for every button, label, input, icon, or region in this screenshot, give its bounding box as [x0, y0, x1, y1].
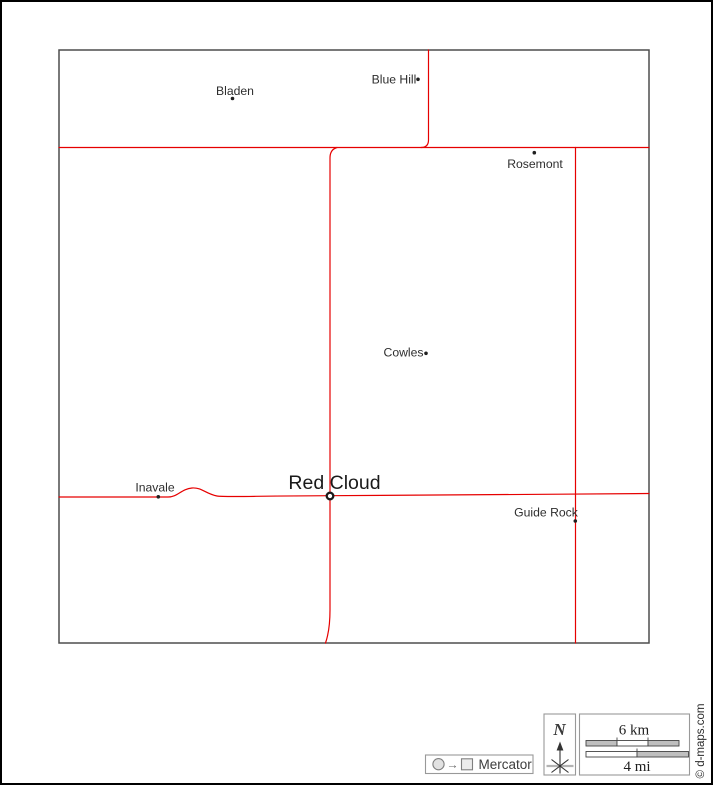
town-label-red-cloud: Red Cloud: [288, 472, 381, 494]
north-arrow-box: [544, 714, 576, 775]
town-label-inavale: Inavale: [135, 480, 175, 495]
town-label-guide-rock: Guide Rock: [514, 505, 578, 520]
town-label-bladen: Bladen: [216, 84, 254, 98]
town-label-rosemont: Rosemont: [507, 157, 563, 171]
town-dot-inavale: [157, 495, 161, 499]
scale-km-label: 6 km: [618, 722, 650, 739]
projection-legend-box: [426, 755, 534, 774]
town-label-cowles: Cowles: [383, 345, 424, 360]
town-dot-rosemont: [533, 151, 537, 155]
scale-bar-box: [580, 714, 690, 775]
town-dot-guide-rock: [574, 519, 578, 523]
flat-square-icon: [462, 759, 473, 770]
copyright-watermark: © d-maps.com: [695, 703, 707, 779]
scale-mi-label: 4 mi: [623, 759, 651, 775]
globe-circle-icon: [433, 759, 444, 770]
town-dot-blue-hill: [416, 78, 420, 82]
projection-name-label: Mercator: [478, 757, 532, 772]
projection-arrow-icon: →: [446, 757, 459, 772]
county-boundary: [59, 50, 649, 643]
town-dot-cowles: [424, 352, 428, 356]
town-label-blue-hill: Blue Hill: [371, 72, 417, 87]
north-label: N: [553, 720, 566, 739]
